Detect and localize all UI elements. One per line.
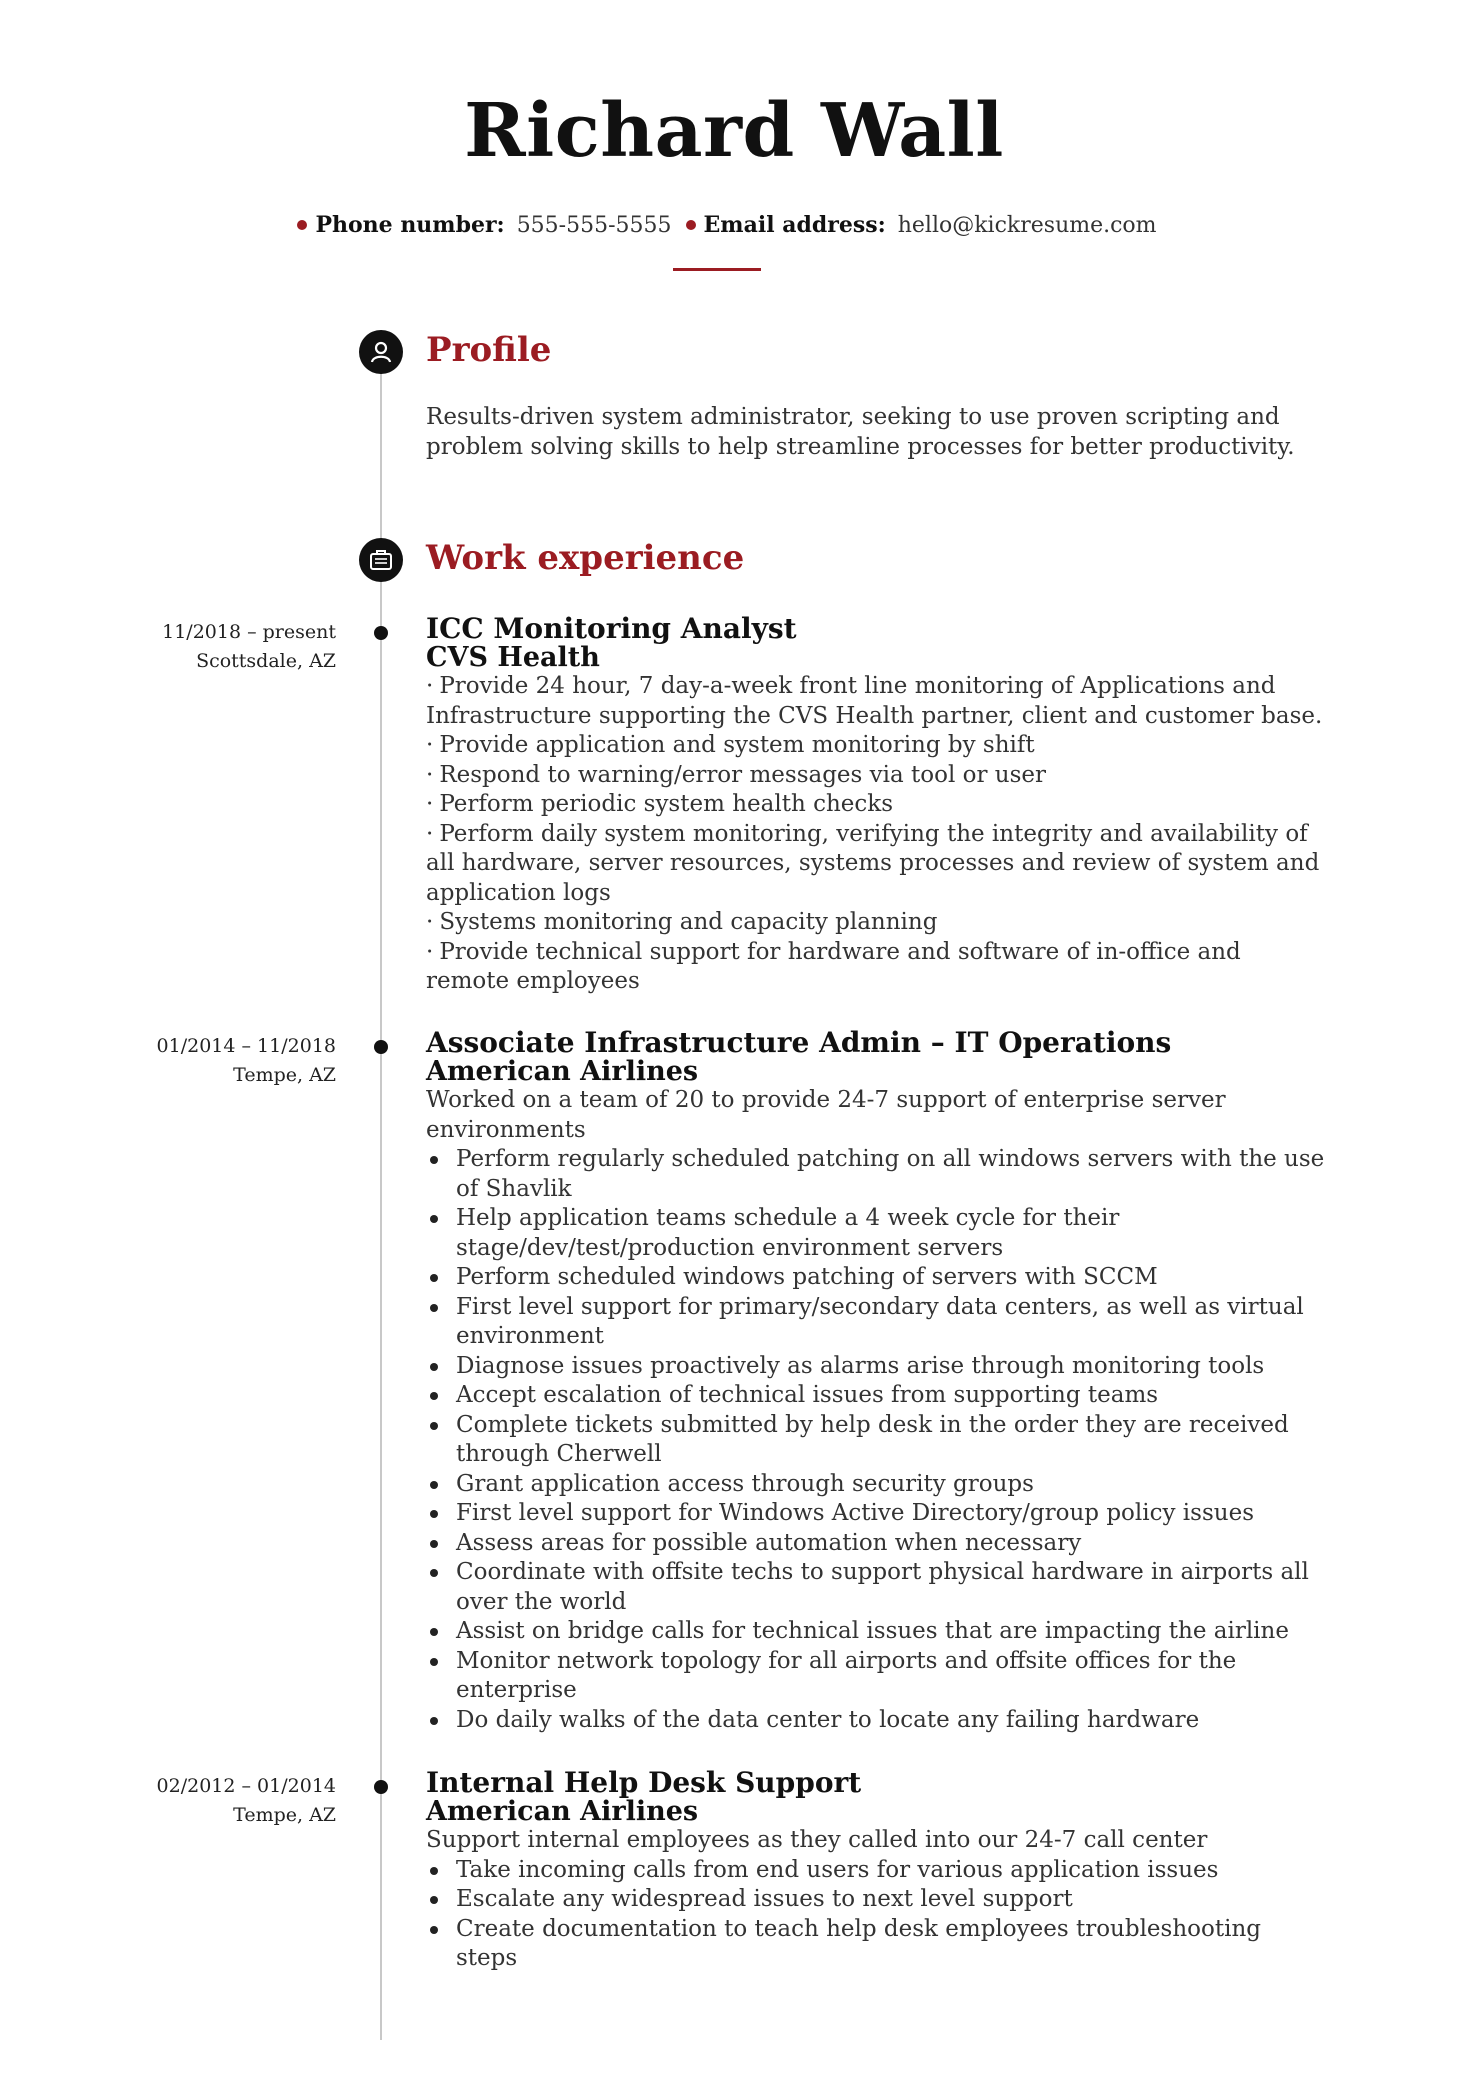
list-item: First level support for Windows Active Directory/group policy issues bbox=[426, 1499, 1326, 1529]
job-dates: 01/2014 – 11/2018 bbox=[156, 1035, 336, 1057]
list-item: · Perform periodic system health checks bbox=[426, 791, 894, 817]
job-duties bbox=[426, 1856, 1326, 1974]
job-body bbox=[426, 1028, 1326, 1735]
list-item: First level support for primary/secondary data centers, as well as virtual environment bbox=[426, 1293, 1326, 1352]
job-meta bbox=[162, 618, 336, 676]
job-summary: Worked on a team of 20 to provide 24-7 support of enterprise server environments bbox=[426, 1087, 1226, 1143]
bullet-dot-icon bbox=[686, 220, 696, 230]
email-value[interactable]: hello@kickresume.com bbox=[897, 213, 1157, 238]
job-company: American Airlines bbox=[426, 1056, 699, 1087]
timeline-dot bbox=[374, 1040, 388, 1054]
section-title-work: Work experience bbox=[426, 538, 745, 578]
job-location: Tempe, AZ bbox=[233, 1804, 336, 1826]
person-icon bbox=[359, 330, 403, 374]
list-item: · Respond to warning/error messages via tool or user bbox=[426, 761, 1047, 788]
list-item: Monitor network topology for all airports and offsite offices for the enterprise bbox=[426, 1647, 1326, 1706]
profile-text: Results-driven system administrator, seeking to use proven scripting and problem solving skills to help streamline processes for better productivity. bbox=[426, 404, 1295, 460]
email-label: Email address: bbox=[703, 212, 886, 238]
job-meta bbox=[157, 1772, 336, 1830]
briefcase-icon bbox=[359, 538, 403, 582]
list-item: Complete tickets submitted by help desk in the order they are received through Cherwell bbox=[426, 1411, 1326, 1470]
list-item: Take incoming calls from end users for various application issues bbox=[426, 1856, 1326, 1886]
list-item: Escalate any widespread issues to next level support bbox=[426, 1885, 1326, 1915]
phone-value: 555-555-5555 bbox=[516, 213, 672, 238]
list-item: · Systems monitoring and capacity planning bbox=[426, 909, 938, 935]
job-title: Internal Help Desk Support bbox=[426, 1766, 862, 1799]
list-item: Assist on bridge calls for technical issues that are impacting the airline bbox=[426, 1617, 1326, 1647]
section-title-profile: Profile bbox=[426, 330, 552, 370]
job-body bbox=[426, 1768, 1326, 1974]
list-item: · Provide technical support for hardware and software of in-office and remote employees bbox=[426, 938, 1241, 994]
job-company: CVS Health bbox=[426, 642, 600, 673]
job-meta bbox=[157, 1032, 336, 1090]
job-summary: Support internal employees as they called into our 24-7 call center bbox=[426, 1827, 1208, 1853]
list-item: Assess areas for possible automation when necessary bbox=[426, 1529, 1326, 1559]
phone-label: Phone number: bbox=[315, 212, 505, 238]
list-item: Accept escalation of technical issues from supporting teams bbox=[426, 1381, 1326, 1411]
job-dates: 02/2012 – 01/2014 bbox=[156, 1775, 336, 1797]
timeline-dot bbox=[374, 626, 388, 640]
contact-line bbox=[0, 212, 1468, 238]
job-location: Tempe, AZ bbox=[233, 1064, 336, 1086]
timeline-dot bbox=[374, 1780, 388, 1794]
job-title: Associate Infrastructure Admin – IT Operations bbox=[426, 1026, 1172, 1059]
job-title: ICC Monitoring Analyst bbox=[426, 612, 797, 645]
list-item: Perform scheduled windows patching of servers with SCCM bbox=[426, 1263, 1326, 1293]
list-item: · Provide 24 hour, 7 day-a-week front line monitoring of Applications and Infrastructure supporting the CVS Health partner, client and customer base. bbox=[426, 673, 1323, 729]
list-item: Create documentation to teach help desk employees troubleshooting steps bbox=[426, 1915, 1326, 1974]
job-dates: 11/2018 – present bbox=[162, 621, 336, 643]
job-body bbox=[426, 614, 1326, 997]
list-item: · Provide application and system monitoring by shift bbox=[426, 732, 1035, 758]
list-item: Help application teams schedule a 4 week cycle for their stage/dev/test/production environment servers bbox=[426, 1204, 1326, 1263]
job-location: Scottsdale, AZ bbox=[196, 650, 336, 672]
list-item: Coordinate with offsite techs to support physical hardware in airports all over the world bbox=[426, 1558, 1326, 1617]
header-divider bbox=[673, 268, 761, 271]
job-duties bbox=[426, 1145, 1326, 1735]
list-item: Grant application access through security groups bbox=[426, 1470, 1326, 1500]
job-duties bbox=[426, 672, 1326, 997]
list-item: Perform regularly scheduled patching on all windows servers with the use of Shavlik bbox=[426, 1145, 1326, 1204]
list-item: Diagnose issues proactively as alarms arise through monitoring tools bbox=[426, 1352, 1326, 1382]
bullet-dot-icon bbox=[297, 220, 307, 230]
candidate-name: Richard Wall bbox=[464, 88, 1004, 174]
list-item: · Perform daily system monitoring, verifying the integrity and availability of all hardware, server resources, systems processes and review of system and application logs bbox=[426, 820, 1320, 906]
job-company: American Airlines bbox=[426, 1796, 699, 1827]
list-item: Do daily walks of the data center to locate any failing hardware bbox=[426, 1706, 1326, 1736]
